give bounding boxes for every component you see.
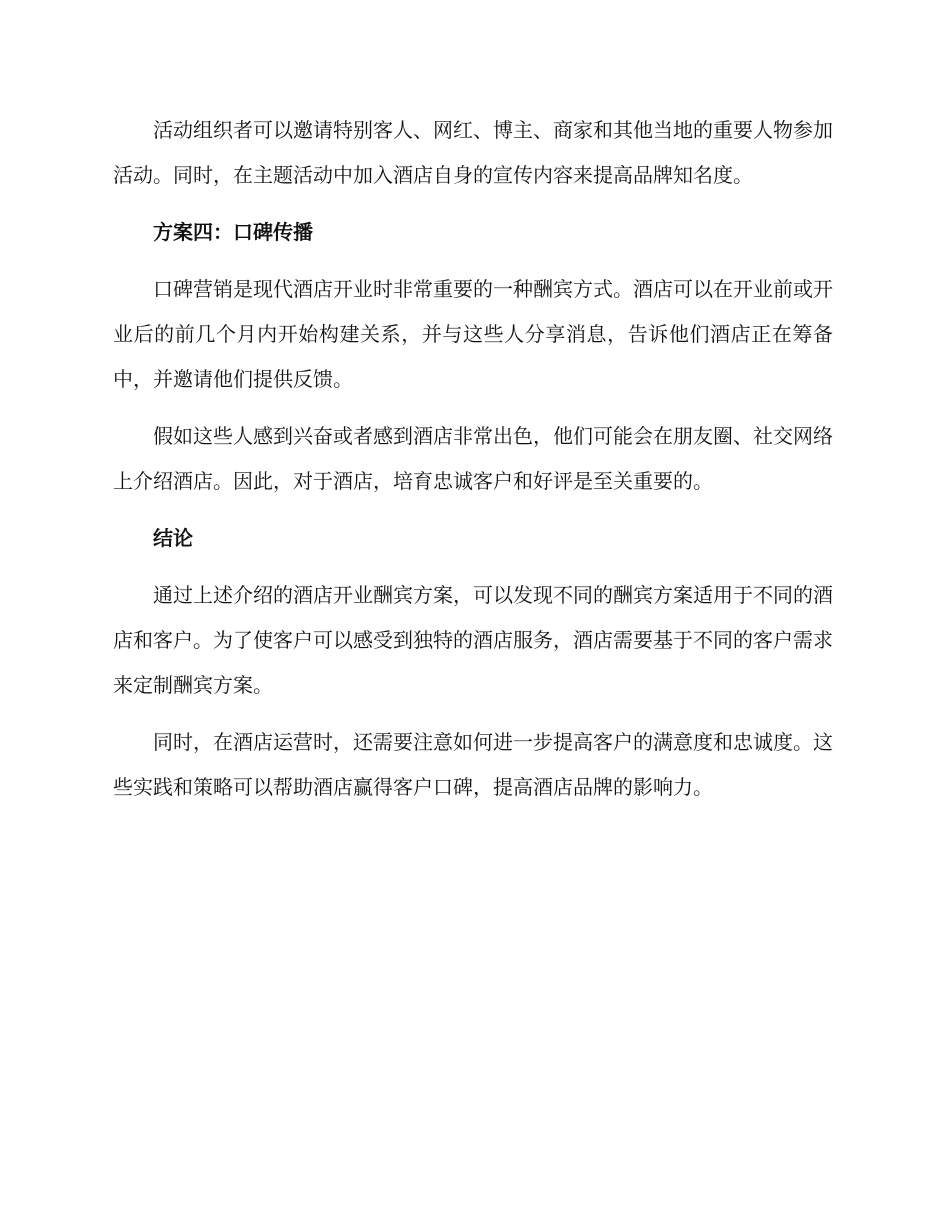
section-heading-word-of-mouth: 方案四：口碑传播	[153, 220, 313, 244]
document-body	[113, 108, 833, 822]
paragraph-event-guests: 活动组织者可以邀请特别客人、网红、博主、商家和其他当地的重要人物参加活动。同时，在主题活动中加入酒店自身的宣传内容来提高品牌知名度。	[113, 118, 833, 187]
section-heading-conclusion: 结论	[153, 526, 193, 550]
paragraph-loyal-customers: 假如这些人感到兴奋或者感到酒店非常出色，他们可能会在朋友圈、社交网络上介绍酒店。因此，对于酒店，培育忠诚客户和好评是至关重要的。	[113, 424, 833, 493]
paragraph-conclusion-satisfaction: 同时，在酒店运营时，还需要注意如何进一步提高客户的满意度和忠诚度。这些实践和策略可以帮助酒店赢得客户口碑，提高酒店品牌的影响力。	[113, 730, 833, 799]
paragraph-word-of-mouth-marketing: 口碑营销是现代酒店开业时非常重要的一种酬宾方式。酒店可以在开业前或开业后的前几个月内开始构建关系，并与这些人分享消息，告诉他们酒店正在筹备中，并邀请他们提供反馈。	[113, 277, 833, 391]
paragraph-conclusion-custom-plans: 通过上述介绍的酒店开业酬宾方案，可以发现不同的酬宾方案适用于不同的酒店和客户。为了使客户可以感受到独特的酒店服务，酒店需要基于不同的客户需求来定制酬宾方案。	[113, 583, 833, 697]
